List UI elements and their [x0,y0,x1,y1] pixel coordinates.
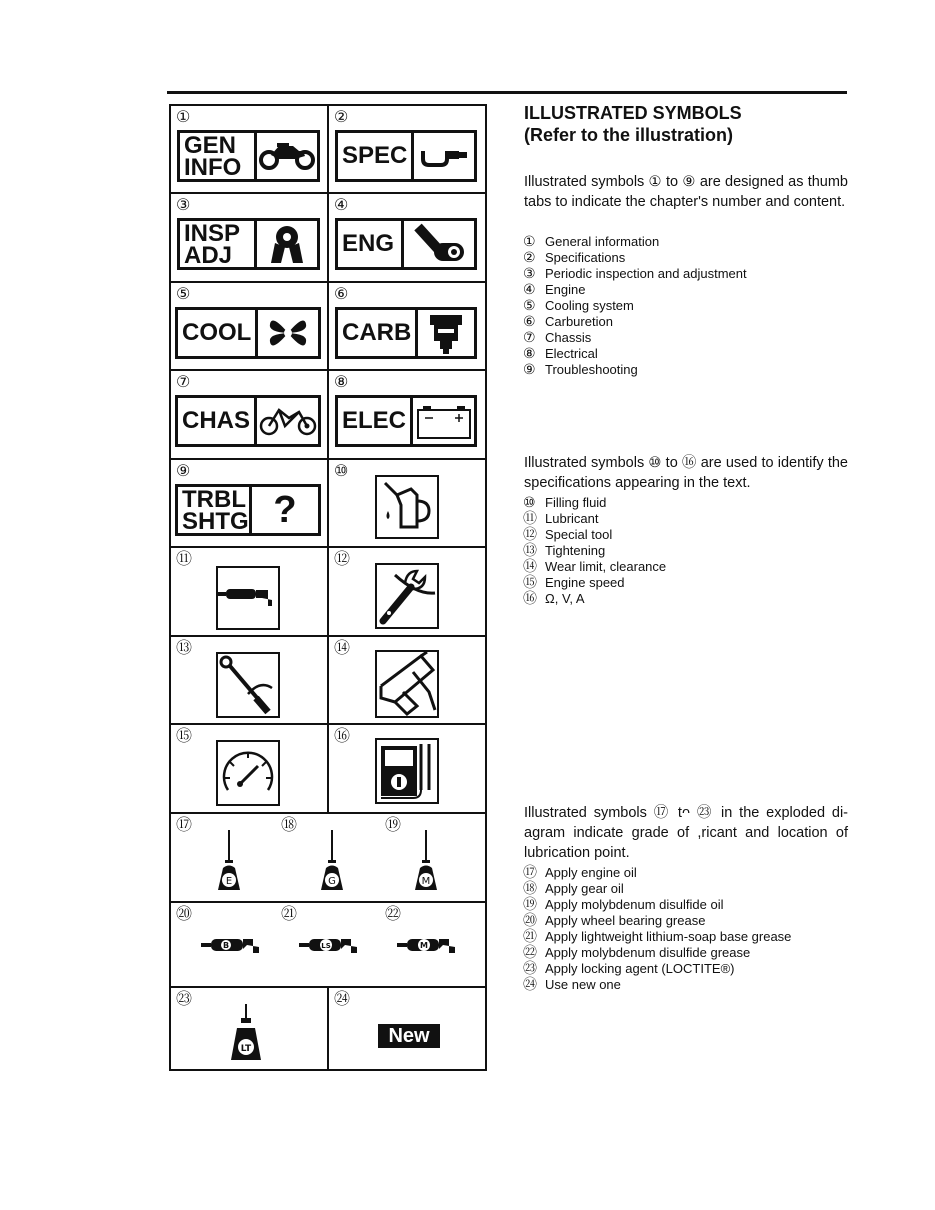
symbol-number: ③ [176,195,191,214]
torque-wrench-icon [216,652,280,718]
locking-agent-icon [229,1004,263,1067]
list-item: ④ Engine [523,282,586,298]
symbol-cell-11 [171,548,329,635]
symbol-number: ⑨ [176,461,191,480]
list-item: ⑪ Lubricant [523,511,599,527]
list-item: ⑦ Chassis [523,330,592,346]
symbol-number: ⑩ [334,461,349,480]
elec-label: ELEC [342,407,407,434]
list-item: ⑫ Special tool [523,527,613,543]
carb-tab [335,307,477,359]
caliper-icon [375,650,439,718]
carburetor-icon [415,310,474,356]
symbol-number: ⑱ [281,815,298,834]
motorcycle-icon [254,133,317,179]
gen-info-tab [177,130,320,182]
symbol-cell-5 [171,283,329,369]
engine-oil-can-icon [217,830,241,899]
spec-symbols-list [523,495,666,607]
wrench-icon [254,221,317,267]
header-rule [167,91,847,94]
filling-fluid-icon [375,475,439,539]
list-item: ② Specifications [523,250,626,266]
list-item: ⑤ Cooling system [523,298,634,314]
battery-icon [410,398,474,444]
oil-grade-label: G [328,876,336,887]
symbol-number: ② [334,107,349,126]
trbl-shtg-label-1: TRBL [182,486,246,513]
symbol-cell-13 [171,637,329,723]
symbol-cell-7 [171,371,329,458]
symbol-cell-9 [171,460,329,546]
list-item: ③ Periodic inspection and adjustment [523,266,747,282]
list-item: ⑮ Engine speed [523,575,625,591]
symbol-cell-12 [329,548,485,635]
question-mark-icon: ? [249,487,318,533]
fan-icon [255,310,318,356]
chas-label: CHAS [182,407,251,434]
symbol-number: ⑮ [176,726,193,745]
list-item: ㉒ Apply molybdenum disulfide grease [523,945,751,961]
spec-label: SPEC [342,142,408,169]
list-item: ⑳ Apply wheel bearing grease [523,913,706,929]
special-tool-icon [375,563,439,629]
multimeter-icon [375,738,439,804]
list-item: ㉑ Apply lightweight lithium-soap base grease [523,929,792,945]
tab-symbols-list [523,234,747,378]
symbol-number: ⑪ [176,549,193,568]
tachometer-icon [216,740,280,806]
list-item: ⑱ Apply gear oil [523,881,624,897]
symbol-cell-8 [329,371,485,458]
symbol-number: ⑦ [176,372,191,391]
grease-grade-label: B [222,941,230,950]
list-item: ⑧ Electrical [523,346,598,362]
symbol-cell-15 [171,725,329,812]
list-item: ⑨ Troubleshooting [523,362,638,378]
insp-adj-label-2: ADJ [184,242,233,269]
oil-grade-label: M [421,876,431,887]
symbol-cell-10 [329,460,485,546]
symbol-number: ㉓ [176,989,193,1008]
list-item: ⑭ Wear limit, clearance [523,559,667,575]
symbol-cell-24 [329,988,485,1069]
symbol-cell-23 [171,988,329,1069]
symbol-number: ⑰ [176,815,193,834]
lubricant-icon [216,566,280,630]
symbol-cell-3 [171,194,329,281]
oil-grade-label: E [225,876,233,887]
symbol-number: ⑧ [334,372,349,391]
symbol-number: ⑥ [334,284,349,303]
molybdenum-oil-can-icon [414,830,438,899]
list-item: ㉓ Apply locking agent (LOCTITE®) [523,961,735,977]
symbol-cell-14 [329,637,485,723]
list-item: ① General information [523,234,660,250]
insp-adj-label-1: INSP [184,220,241,247]
gear-oil-can-icon [320,830,344,899]
symbol-number: ㉑ [281,904,298,923]
eng-tab [335,218,477,270]
page-title-line-2: (Refer to the illustration) [524,125,734,145]
tab-symbols-intro: Illustrated symbols ① to ⑨ are designed as thumb tabs to indicate the chapter's number and content. [524,174,848,210]
symbol-cell-4 [329,194,485,281]
spec-tab [335,130,477,182]
symbol-number: ① [176,107,191,126]
lubricant-tube-icon [411,133,474,179]
elec-tab [335,395,477,447]
page-title-line-1: ILLUSTRATED SYMBOLS [524,103,742,123]
lubrication-symbols-list [523,865,791,993]
symbol-cell-1 [171,106,329,192]
grease-grade-label: LS [321,942,331,950]
symbol-cell-16 [329,725,485,812]
molybdenum-grease-icon [397,935,459,962]
symbol-number: ⑭ [334,638,351,657]
lubrication-symbols-intro: Illustrated symbols ⑰ tᴖ ㉓ in the exploded di-agram indicate grade of ,ricant and location of lubrication point. [524,805,848,861]
list-item: ⑯ Ω, V, A [523,591,585,607]
insp-adj-tab [177,218,320,270]
symbol-number: ④ [334,195,349,214]
new-part-badge: New [378,1024,440,1048]
list-item: ⑲ Apply molybdenum disulfide oil [523,897,724,913]
page-title [524,102,742,146]
symbol-number: ⑫ [334,549,351,568]
chas-tab [175,395,321,447]
trbl-shtg-label-2: SHTG [182,508,249,535]
engine-piston-icon [401,221,474,267]
gen-info-label-2: INFO [184,154,242,181]
spec-symbols-intro: Illustrated symbols ⑩ to ⑯ are used to identify the specifications appearing in the text. [524,455,848,491]
grease-grade-label: M [420,941,428,950]
eng-label: ENG [342,230,395,257]
wheel-bearing-grease-icon [201,935,263,962]
symbol-number: ⑲ [385,815,402,834]
symbol-cell-6 [329,283,485,369]
lithium-soap-grease-icon [299,935,361,962]
locking-agent-label: LT [240,1044,252,1054]
cool-label: COOL [182,319,252,346]
list-item: ⑩ Filling fluid [523,495,607,511]
symbol-number: ⑤ [176,284,191,303]
carb-label: CARB [342,319,412,346]
symbol-number: ⑬ [176,638,193,657]
symbol-grid [169,104,487,1071]
cool-tab [175,307,321,359]
list-item: ⑰ Apply engine oil [523,865,637,881]
symbol-number: ⑳ [176,904,193,923]
oil-symbols-row [171,814,485,901]
symbol-number: ㉒ [385,904,402,923]
list-item: ㉔ Use new one [523,977,621,993]
symbol-cell-2 [329,106,485,192]
chassis-frame-icon [254,398,318,444]
grease-symbols-row [171,903,485,986]
symbol-number: ㉔ [334,989,351,1008]
symbol-number: ⑯ [334,726,351,745]
list-item: ⑬ Tightening [523,543,606,559]
list-item: ⑥ Carburetion [523,314,613,330]
trbl-shtg-tab [175,484,321,536]
gen-info-label-1: GEN [184,132,237,159]
